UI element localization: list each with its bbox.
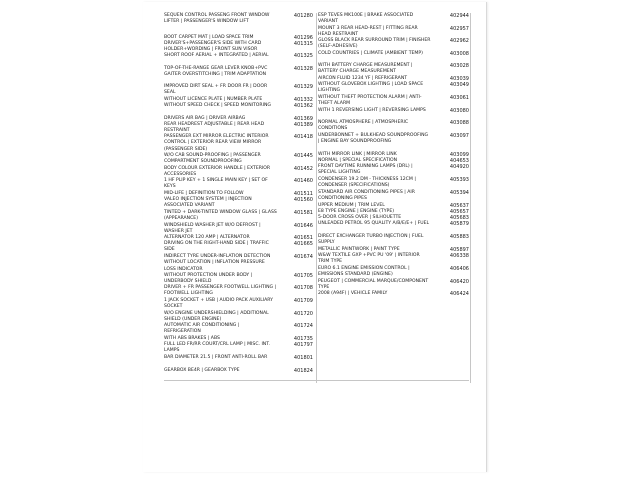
option-description: 2008 (A94F) | VEHICLE FAMILY xyxy=(318,291,388,296)
option-description: 1 JACK SOCKET + USB | AUDIO PACK AUXILIARY SOCKET xyxy=(164,298,273,310)
option-code: 403099 xyxy=(449,152,469,158)
option-code: 405394 xyxy=(449,190,469,196)
option-code: 401651 xyxy=(293,235,313,241)
option-description: DIRECT EXCHANGER TURBO INJECTION | FUEL SUPPLY xyxy=(318,234,424,246)
option-description: WITH BATTERY CHARGE MEASUREMENT | BATTERY CHARGE MEASUREMENT xyxy=(318,63,413,75)
option-code: 401418 xyxy=(293,134,313,140)
option-description: E8 TYPE ENGINE | ENGINE (TYPE) xyxy=(318,209,395,214)
option-code: 401460 xyxy=(293,178,313,184)
option-description: WITHOUT GLOVEBOX LIGHTING | LOAD SPACE LIGHTING xyxy=(318,82,424,94)
option-description: TOP-OF-THE-RANGE GEAR LEVER KNOB+PVC GAITER OVERSTITCHING | TRIM ADAPTATION xyxy=(164,66,268,78)
option-code: 401705 xyxy=(293,273,313,279)
bottom-rule xyxy=(164,380,469,381)
option-description: WITHOUT THEFT PROTECTION ALARM | ANTI-THEFT ALARM xyxy=(318,95,422,107)
option-code: 405657 xyxy=(449,209,469,215)
option-code: 401724 xyxy=(293,323,313,329)
option-description: PEUGEOT | COMMERCIAL MARQUE/COMPONENT TYPE xyxy=(318,279,429,291)
option-code: 405879 xyxy=(449,221,469,227)
option-code: 401581 xyxy=(293,210,313,216)
column-divider-right xyxy=(470,13,471,383)
option-code: 406420 xyxy=(449,279,469,285)
option-description: WITHOUT SPEED CHECK | SPEED MONITORING xyxy=(164,103,271,108)
option-code: 401646 xyxy=(293,223,313,229)
option-description: 5-DOOR CROSS OVER | SILHOUETTE xyxy=(318,215,402,220)
option-description: EURO 6.1 ENGINE EMISSION CONTROL | EMISSIONS STANDARD (ENGINE) xyxy=(318,266,410,278)
option-code: 401296 xyxy=(293,35,313,41)
option-description: 1 HF PLIP KEY + 1 SINGLE MAIN KEY | SET OF KEYS xyxy=(164,178,268,190)
option-description: BOOT CARPET MAT | LOAD SPACE TRIM xyxy=(164,35,254,40)
option-code: 406424 xyxy=(449,291,469,297)
option-description: METALLIC PAINTWORK | PAINT TYPE xyxy=(318,247,400,252)
option-code: 401280 xyxy=(293,13,313,19)
option-description: ALTERNATOR 120 AMP | ALTERNATOR xyxy=(164,235,250,240)
option-code: 403080 xyxy=(449,108,469,114)
options-column-right xyxy=(318,13,471,389)
option-code: 401389 xyxy=(293,122,313,128)
option-description: MID-LIFE | DEFINITION TO FOLLOW xyxy=(164,191,244,196)
option-description: BAR DIAMETER 21.5 | FRONT ANTI-ROLL BAR xyxy=(164,355,268,360)
option-description: NORMAL | SPECIAL SPECIFICATION xyxy=(318,158,398,163)
option-description: TINTED + DARK-TINTED WINDOW GLASS | GLASS (APPEARANCE) xyxy=(164,210,277,222)
option-description: COLD COUNTRIES | CLIMATE (AMBIENT TEMP) xyxy=(318,51,423,56)
option-code: 402962 xyxy=(449,38,469,44)
option-code: 405683 xyxy=(449,215,469,221)
option-description: IMPROVED DIRT SEAL + FR DOOR FR | DOOR SEAL xyxy=(164,84,268,96)
option-code: 401452 xyxy=(293,166,313,172)
option-code: 401325 xyxy=(293,53,313,59)
option-code: 401709 xyxy=(293,298,313,304)
option-description: MOUNT 3 REAR HEAD-REST | FITTING REAR HEAD RESTRAINT xyxy=(318,26,418,38)
column-divider xyxy=(316,13,317,383)
option-description: SEQUEN CONTROL PASSENG FRONT WINDOW LIFTER | PASSENGER'S WINDOW LIFT xyxy=(164,13,270,25)
option-description: DRIVERS AIR BAG | DRIVER AIRBAG xyxy=(164,116,246,121)
option-code: 403088 xyxy=(449,120,469,126)
option-code: 401332 xyxy=(293,97,313,103)
option-description: WITH 1 REVERSING LIGHT | REVERSING LAMPS xyxy=(318,108,426,113)
option-code: 401708 xyxy=(293,285,313,291)
option-code: 401445 xyxy=(293,153,313,159)
option-code: 403008 xyxy=(449,51,469,57)
option-description: FULL LED FR/RR COURT/CRL LAMP | MISC. INT. LAMPS xyxy=(164,342,270,354)
option-description: VALEO INJECTION SYSTEM | INJECTION ASSOCIATED VARIANT xyxy=(164,197,252,209)
option-code: 405637 xyxy=(449,203,469,209)
option-code: 401735 xyxy=(293,336,313,342)
option-code: 401824 xyxy=(293,368,313,374)
option-description: WITHOUT PROTECTION UNDER BODY | UNDERBODY SHIELD xyxy=(164,273,253,285)
option-code: 406338 xyxy=(449,253,469,259)
option-description: CONDENSER 19.2 DM - THICKNESS 12CM | CONDENSER (SPECIFICATIONS) xyxy=(318,177,416,189)
option-code: 401720 xyxy=(293,311,313,317)
option-description: NORMAL ATMOSPHERE | ATMOSPHERIC CONDITIONS xyxy=(318,120,409,132)
option-description: UPPER MEDIUM | TRIM LEVEL xyxy=(318,203,385,208)
option-description: W/O CAB SOUND-PROOFING | PASSENGER COMPARTMENT SOUNDPROOFING xyxy=(164,153,261,165)
option-code: 401329 xyxy=(293,84,313,90)
option-description: UNLEADED PETROL 95 QUALITY A/B/E/E+ | FUEL xyxy=(318,221,430,226)
option-code: 401801 xyxy=(293,355,313,361)
option-description: DRIVER'S+PASSENGER'S SIDE WITH CARD HOLDER+WORDING | FRONT SUN VISOR xyxy=(164,41,262,53)
option-description: WINDSHIELD WASHER JET W/O DEFROST | WASHER JET xyxy=(164,223,261,235)
option-code: 406406 xyxy=(449,266,469,272)
option-description: W/O ENGINE UNDERSHIELDING | ADDITIONAL SHIELD (UNDER ENGINE) xyxy=(164,311,269,323)
option-description: SHORT ROOF AERIAL + INTEGRATED | AERIAL xyxy=(164,53,269,58)
option-description: WITH ABS BRAKES | ABS xyxy=(164,336,220,341)
option-code: 405897 xyxy=(449,247,469,253)
option-code: 401674 xyxy=(293,254,313,260)
option-description: REAR HEADREST ADJUSTABLE | REAR HEAD RESTRAINT xyxy=(164,122,265,134)
option-code: 403039 xyxy=(449,76,469,82)
option-description: GLOSS BLACK REAR SURROUND TRIM | FINISHER (SELF-ADHESIVE) xyxy=(318,38,431,50)
option-description: W&W TEXTILE GXP +PVC PU '09' | INTERIOR TRIM TYPE xyxy=(318,253,420,265)
option-description: INDIRECT TYRE UNDER-INFLATION DETECTION WITHOUT LOCATION | INFLATION PRESSURE LOSS INDICATOR xyxy=(164,254,271,272)
option-code: 401560 xyxy=(293,197,313,203)
options-column-left xyxy=(164,13,315,389)
option-code: 403028 xyxy=(449,63,469,69)
option-description: STANDARD AIR CONDITIONING PIPES | AIR CONDITIONING PIPES xyxy=(318,190,415,202)
option-description: BODY COLOUR EXTERIOR HANDLE | EXTERIOR ACCESSORIES xyxy=(164,166,271,178)
option-code: 401362 xyxy=(293,103,313,109)
option-code: 404653 xyxy=(449,158,469,164)
option-code: 401315 xyxy=(293,41,313,47)
option-code: 405883 xyxy=(449,234,469,240)
option-description: UNDERBONNET + BULKHEAD SOUNDPROOFING | ENGINE BAY SOUNDPROOFING xyxy=(318,133,429,145)
option-description: WITHOUT LICENCE PLATE | NUMBER PLATE xyxy=(164,97,263,102)
option-description: FRONT DAYTIME RUNNING LAMPS (DRL) | SPECIAL LIGHTING xyxy=(318,164,413,176)
option-code: 403061 xyxy=(449,95,469,101)
option-code: 401797 xyxy=(293,342,313,348)
option-code: 401328 xyxy=(293,66,313,72)
option-description: ESP TEVES MK100E | BRAKE ASSOCIATED VARIANT xyxy=(318,13,414,25)
option-code: 405393 xyxy=(449,177,469,183)
option-description: PASSENGER EXT MIRROR ELECTRIC INTERIOR CONTROL | EXTERIOR REAR VIEW MIRROR (PASSENGER SIDE) xyxy=(164,134,269,152)
option-code: 401369 xyxy=(293,116,313,122)
option-code: 402957 xyxy=(449,26,469,32)
option-description: WITH MIRROR LINK | MIRROR LINK xyxy=(318,152,397,157)
option-code: 404920 xyxy=(449,164,469,170)
option-description: DRIVING ON THE RIGHT-HAND SIDE | TRAFFIC SIDE xyxy=(164,241,269,253)
option-code: 403049 xyxy=(449,82,469,88)
option-code: 403097 xyxy=(449,133,469,139)
option-description: GEARBOX BE4R | GEARBOX TYPE xyxy=(164,368,240,373)
option-code: 401665 xyxy=(293,241,313,247)
option-description: AIRCON FLUID 1234 YF | REFRIGERANT xyxy=(318,76,408,81)
option-description: DRIVER + FR PASSENGER FOOTWELL LIGHTING | FOOTWELL LIGHTING xyxy=(164,285,277,297)
option-description: AUTOMATIC AIR CONDITIONING | REFRIGERATION xyxy=(164,323,240,335)
option-code: 402944 xyxy=(449,13,469,19)
option-code: 401511 xyxy=(293,191,313,197)
